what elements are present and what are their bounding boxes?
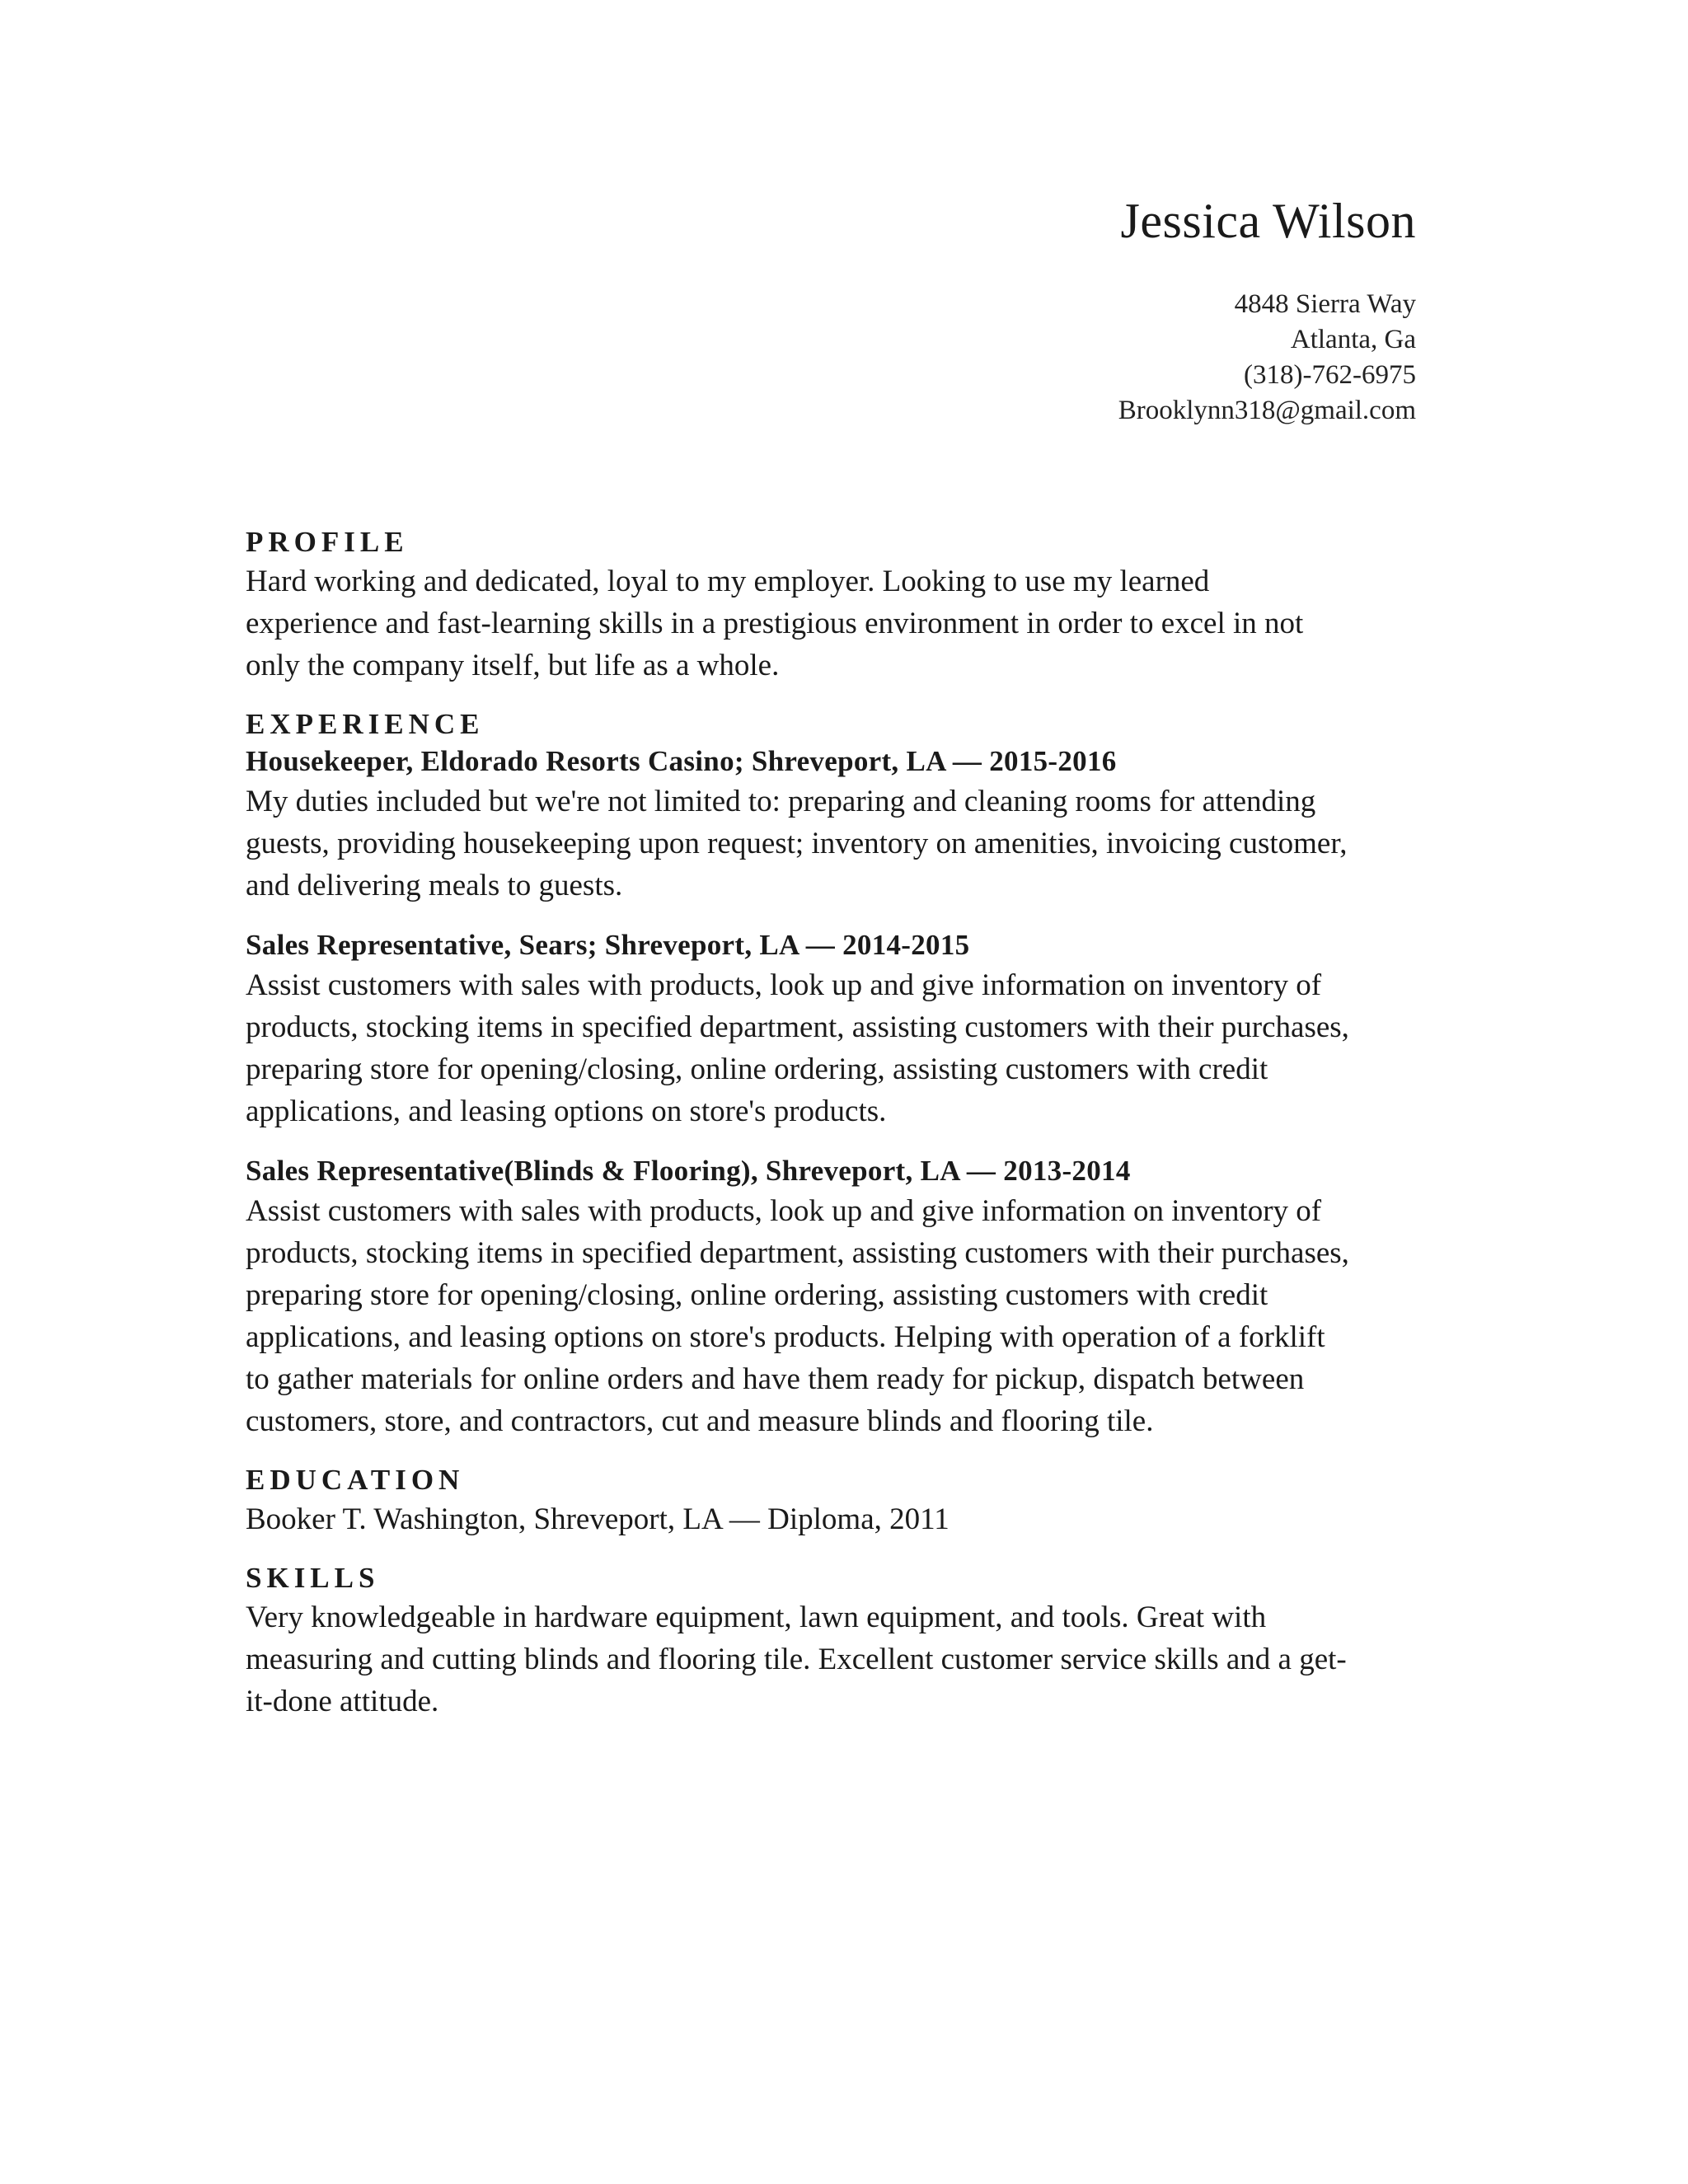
- email-address: Brooklynn318@gmail.com: [1118, 396, 1416, 425]
- job-description: Assist customers with sales with products, look up and give information on inventory of products, stocking items in specified department, assisting customers with their purchases, preparing store for opening/closing, online ordering, assisting customers with credit applications, and leasing options on store's products.: [246, 968, 1349, 1128]
- profile-text: Hard working and dedicated, loyal to my employer. Looking to use my learned experience and fast-learning skills in a prestigious environment in order to excel in not only the company itself, but life as a whole.: [246, 565, 1304, 682]
- education-section: [246, 1462, 1432, 1540]
- section-title-education: EDUCATION: [246, 1464, 465, 1496]
- job-entry: [246, 1152, 1432, 1442]
- section-title-skills: SKILLS: [246, 1562, 380, 1594]
- section-title-experience: EXPERIENCE: [246, 708, 485, 740]
- job-description: My duties included but we're not limited to: preparing and cleaning rooms for attending guests, providing housekeeping upon request; inventory on amenities, invoicing customer, and delivering meals to guests.: [246, 785, 1348, 902]
- skills-text: Very knowledgeable in hardware equipment, lawn equipment, and tools. Great with measuring and cutting blinds and flooring tile. Excellent customer service skills and a get- it-done attitude.: [246, 1601, 1347, 1718]
- section-title-profile: PROFILE: [246, 526, 409, 558]
- job-heading: Sales Representative, Sears; Shreveport, LA — 2014-2015: [246, 929, 970, 961]
- address-line-2: Atlanta, Ga: [1290, 325, 1416, 354]
- applicant-name: Jessica Wilson: [1120, 194, 1416, 248]
- job-entry: [246, 926, 1432, 1132]
- job-entry: [246, 743, 1432, 907]
- resume-header: [1118, 188, 1416, 429]
- education-text: Booker T. Washington, Shreveport, LA — Diploma, 2011: [246, 1502, 950, 1536]
- job-heading: Housekeeper, Eldorado Resorts Casino; Shreveport, LA — 2015-2016: [246, 745, 1117, 777]
- profile-section: [246, 524, 1432, 687]
- address-line-1: 4848 Sierra Way: [1234, 289, 1416, 319]
- job-description: Assist customers with sales with products, look up and give information on inventory of products, stocking items in specified department, assisting customers with their purchases, preparing store for opening/closing, online ordering, assisting customers with credit applications, and leasing options on store's products. Helping with operation of a forklift to gather materials for online orders and have them ready for pickup, dispatch between customers, store, and contractors, cut and measure blinds and flooring tile.: [246, 1194, 1349, 1438]
- job-heading: Sales Representative(Blinds & Flooring), Shreveport, LA — 2013-2014: [246, 1155, 1131, 1187]
- phone-number: (318)-762-6975: [1244, 360, 1416, 390]
- skills-section: [246, 1560, 1432, 1722]
- contact-block: [1118, 287, 1416, 429]
- experience-section: [246, 706, 1432, 1442]
- resume-body: [246, 524, 1432, 1722]
